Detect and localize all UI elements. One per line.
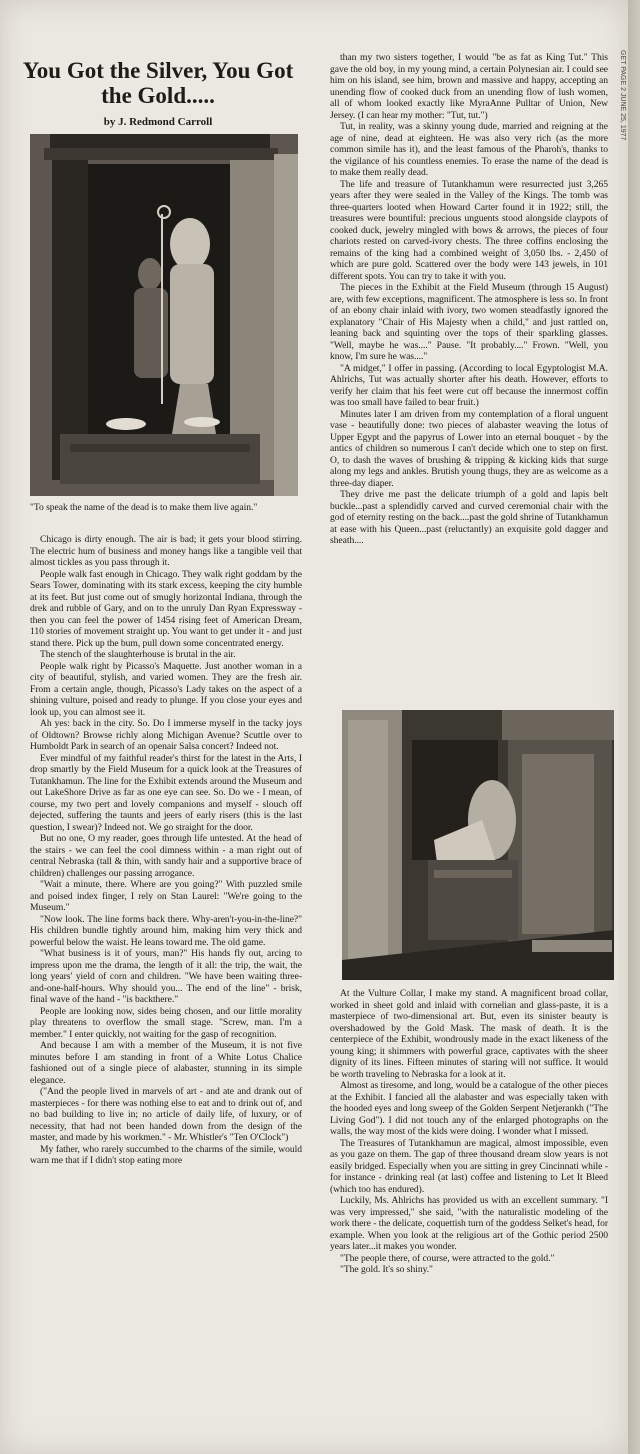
byline: by J. Redmond Carroll	[103, 116, 213, 128]
shrine-photo-icon	[30, 134, 298, 496]
paragraph: My father, who rarely succumbed to the charms of the simile, would warn me that if I didn't stop eating more	[30, 1143, 302, 1166]
paragraph: Ever mindful of my faithful reader's thirst for the latest in the Arts, I drop smartly by the Field Museum for a quick look at the Treasures of Tutankhamun. The line for the Exhibit extends around the Museum and out LakeShore Drive as far as one eye can see. So. Do we - I mean, of course, my two pert and lovely companions and myself - slouch off dejected, suffering the taunts and jeers of early risers (this is the last question, I swear)? Indeed not. We go straight for the door.	[30, 752, 302, 833]
paragraph: The life and treasure of Tutankhamun were resurrected just 3,265 years after they were sealed in the Valley of the Kings. The tomb was three-quarters looted when Howard Carter found it in 1922; still, the treasures were bountiful: precious unguents stood alongside claypots of cooked duck, jewelry mingled with bows & arrows, the pieces of four chariots rested on carved-ivory chests. The three coffins enclosing the remains of the king had a combined weight of 3,050 lbs. - 2,450 of which are pure gold. Scattered over the body were 143 jewels, in 101 different spots. You can try to take it with you.	[330, 178, 608, 282]
paragraph: The pieces in the Exhibit at the Field Museum (through 15 August) are, with few exceptions, magnificent. The atmosphere is less so. In front of an ebony chair inlaid with ivory, two women steadfastly ignored the explanatory "Chair of His Majesty when a child," and just rattled on, leaning back and squinting over the tops of their sparkling glasses. "Well, maybe he was...." Pause. "It probably...." Frown. "Well, you know, I'm sure he was...."	[330, 282, 608, 362]
paragraph: Almost as tiresome, and long, would be a catalogue of the other pieces at the Exhibit. I fancied all the alabaster and was especially taken with the hooded eyes and long sweep of the Golden Serpent Netjerankh ("The Living God"). I did not touch any of the enlarged photographs on the walls, the way most of the kids were doing. I wonder what I missed.	[330, 1080, 608, 1137]
page-edge	[628, 0, 640, 1454]
paragraph: Chicago is dirty enough. The air is bad; it gets your blood stirring. The electric hum of business and money hangs like a tangible veil that almost tickles as you pass through it.	[30, 534, 302, 568]
left-column	[30, 534, 302, 1167]
paragraph: "Wait a minute, there. Where are you going?" With puzzled smile and poised index finger, I rely on Stan Laurel: "We're going to the Museum."	[30, 879, 302, 913]
paragraph: People walk right by Picasso's Maquette. Just another woman in a city of beautiful, stylish, and varied women. They are the fresh air. From a certain angle, though, Picasso's Lady takes on the aspect of a shining vulture, poised and ready to plunge. If you close your eyes and look up, you can almost see it.	[30, 660, 302, 718]
paragraph: "The people there, of course, were attracted to the gold."	[340, 1252, 555, 1264]
paragraph: People are looking now, sides being chosen, and our little morality play threatens to overflow the small stage. "Screw, man. I'm a member." I enter quickly, not waiting for the gasp of recognition.	[30, 1005, 302, 1040]
paragraph: The Treasures of Tutankhamun are magical, almost impossible, even as you gaze on them. The gap of three thousand dream slow years is not easily bridged. Especially when you are sitting in grey Cincinnati while - for instance - drinking real (at last) coffee and listening to Let It Bleed (which too has endured).	[330, 1137, 608, 1195]
paragraph: At the Vulture Collar, I make my stand. A magnificent broad collar, worked in sheet gold and inlaid with cornelian and glass-paste, it is a masterpiece of two-dimensional art. But, even its sinister beauty is overshadowed by the Gold Mask. The mask of death. It is the centerpiece of the Exhibit, wondrously made in the exact likeness of the young king; it shimmers with powerful grace, captivates with the sheer dignity of its lines. Fifteen minutes of staring will not suffice. It would be worth traveling to Nebraska for a look at it.	[330, 988, 608, 1080]
paragraph: They drive me past the delicate triumph of a gold and lapis belt buckle...past a splendidly carved and curved ceremonial chair with the god of eternity resting on the back....past the gold shrine of Tutankhamun at ease with his Queen...past (reluctantly) an exquisite gold dagger and sheath....	[330, 489, 608, 546]
tomb-chamber-photo-icon	[342, 710, 614, 980]
paragraph: Luckily, Ms. Ahlrichs has provided us with an excellent summary. "I was very impressed," she said, "with the naturalistic modeling of the work there - the delicate, coquettish turn of the goddess Selket's head, for example. When you look at the religious art of the Gothic period 2500 years later...it makes you wonder.	[330, 1195, 608, 1252]
margin-note: GET PAGE 2 JUNE 25, 1977	[619, 50, 626, 141]
paragraph: But no one, O my reader, goes through life untested. At the head of the stairs - we can feel the cool dimness within - a man right out of central Nebraska (tall & thin, with sandy hair and a supportive brace of children) challenges our passing arrogance.	[30, 833, 302, 879]
paragraph: And because I am with a member of the Museum, it is not five minutes before I am standing in front of a White Lotus Chalice fashioned out of a single piece of alabaster, stunning in its simple elegance.	[30, 1040, 302, 1086]
right-column-top	[330, 52, 608, 547]
tomb-chamber-photo	[342, 710, 614, 980]
paragraph: "The gold. It's so shiny."	[340, 1264, 433, 1275]
paragraph: Tut, in reality, was a skinny young dude, married and reigning at the age of nine, dead at eighteen. He was also very rich (as the more common simile has it), and the least famous of the Pharoh's, thanks to the vigilance of his countless enemies. To erase the name of the dead is to make them really dead.	[330, 121, 608, 178]
paragraph: than my two sisters together, I would "be as fat as King Tut." This gave the old boy, in my young mind, a certain Polynesian air. I could see him on his island, see him, brown and massive and happy, accepting an unending flow of cooked duck from an unending flow of lush women, all of whom looked exactly like MyraAnne Pulltar of Union, New Jersey. (I can hear my mother: "Tut, tut.")	[330, 52, 608, 121]
shrine-photo	[30, 134, 298, 496]
paragraph: "A midget," I offer in passing. (According to local Egyptologist M.A. Ahlrichs, Tut was actually shorter after his death. However, efforts to verify her claim that his feet were cut off because the innermost coffin was too small have failed to bear fruit.)	[330, 362, 608, 408]
paragraph: Ah yes: back in the city. So. Do I immerse myself in the tacky joys of Oldtown? Browse richly along Michigan Avenue? Scuttle over to Humboldt Park in search of an openair Salsa concert? Indeed not.	[30, 718, 302, 752]
photo-caption: "To speak the name of the dead is to make them live again."	[30, 502, 258, 513]
right-column-bottom	[330, 988, 608, 1276]
paragraph: People walk fast enough in Chicago. They walk right goddam by the Sears Tower, dominating with its stark excess, keeping the city humble at its feet. But just come out of smugly horizontal Indiana, through the drek and rubble of Gary, and on to the unruly Dan Ryan Expressway - then you can feel the power of 1454 rising feet of American Dream, 110 stories of movement straight up. You want to get under it - and just stand there. Pick up the bum, pull down some concentrated energy.	[30, 568, 302, 649]
paragraph: "What business is it of yours, man?" His hands fly out, arcing to impress upon me the drama, the length of it all: the trip, the wait, the long years' yield of corn and children. "We have been waiting three-and-one-half-hours. Why should you... The end of the line" - brisk, final wave of the hand - "is backthere."	[30, 948, 302, 1005]
paragraph: "Now look. The line forms back there. Why-aren't-you-in-the-line?" His children bundle tightly around him, making him very thick and powerful below the waist. He leans toward me. The old game.	[30, 913, 302, 948]
article-title: You Got the Silver, You Got the Gold.....	[22, 58, 294, 108]
paragraph: The stench of the slaughterhouse is brutal in the air.	[40, 649, 236, 660]
paragraph: ("And the people lived in marvels of art - and ate and drank out of masterpieces - for there was nothing else to eat and to drink out of, and no bad building to live in; no article of daily life, of luxury, or of necessity, that had not been handed down from the design of the master, and made by his workmen." - Mr. Whistler's "Ten O'Clock")	[30, 1086, 302, 1143]
paragraph: Minutes later I am driven from my contemplation of a floral unguent vase - beautifully done: two pieces of alabaster weaving the lotus of Upper Egypt and the papyrus of Lower into an eternal bouquet - by the antics of children so numerous I can't decide which one to step on first. O, to dash the waves of brushing & tripping & kicking kids that surge along my legs and ankles. Brutish young thugs, they are as welcome as a three-day diaper.	[330, 408, 608, 489]
